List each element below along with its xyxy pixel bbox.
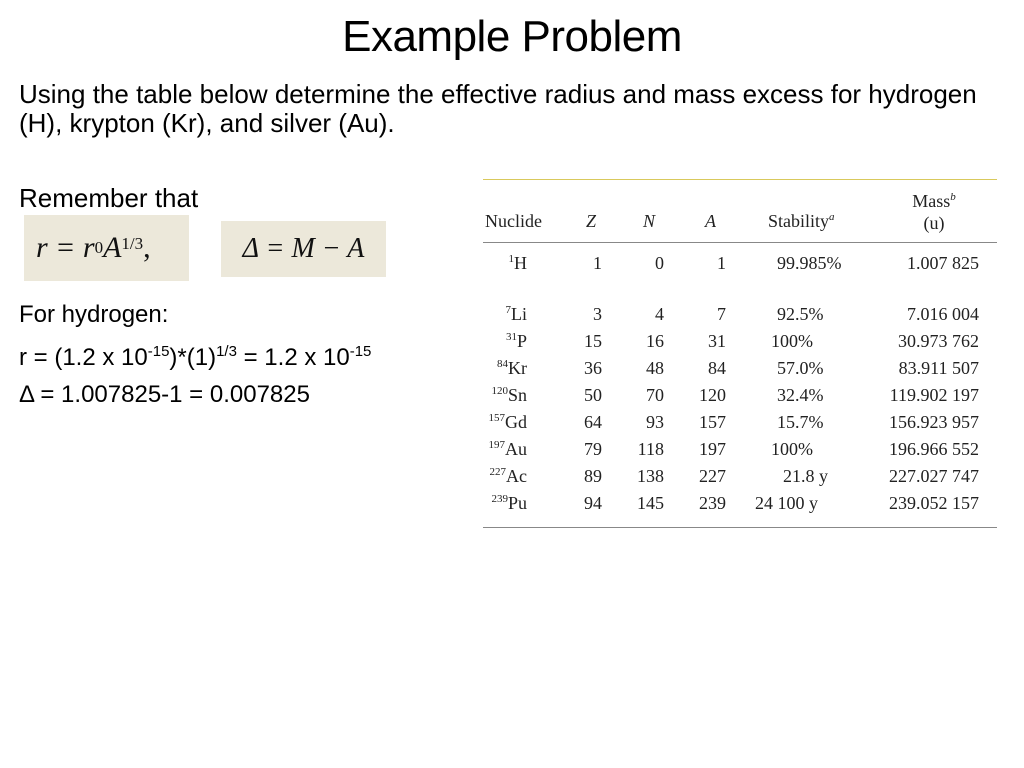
radius-formula-tail: , bbox=[143, 231, 151, 264]
cell-stability: 57.0% bbox=[777, 358, 824, 378]
table-row bbox=[483, 412, 997, 439]
cell-n: 0 bbox=[655, 253, 664, 273]
header-n: N bbox=[643, 211, 656, 231]
radius-line-exp-3: -15 bbox=[349, 343, 372, 360]
cell-nuclide bbox=[483, 304, 527, 325]
cell-a: 239 bbox=[699, 493, 726, 513]
radius-line-exp-2: 1/3 bbox=[216, 343, 237, 360]
cell-z: 79 bbox=[584, 439, 602, 459]
header-mass bbox=[889, 186, 979, 234]
cell-symbol: Au bbox=[505, 439, 527, 459]
cell-a: 157 bbox=[699, 412, 726, 432]
cell-mass: 196.966 552 bbox=[889, 439, 979, 459]
radius-line-exp-1: -15 bbox=[147, 343, 170, 360]
cell-nuclide bbox=[483, 358, 527, 379]
cell-nuclide bbox=[483, 253, 527, 274]
cell-z: 1 bbox=[593, 253, 602, 273]
cell-n: 93 bbox=[646, 412, 664, 432]
cell-symbol: Ac bbox=[506, 466, 527, 486]
cell-symbol: H bbox=[514, 253, 527, 273]
hydrogen-delta-line: Δ = 1.007825-1 = 0.007825 bbox=[19, 381, 310, 408]
radius-line-part-c: = 1.2 x 10 bbox=[236, 344, 350, 371]
header-stability-label: Stability bbox=[768, 211, 830, 231]
cell-nuclide bbox=[483, 439, 527, 460]
cell-z: 94 bbox=[584, 493, 602, 513]
cell-stability: 15.7% bbox=[777, 412, 824, 432]
cell-z: 50 bbox=[584, 385, 602, 405]
cell-mass: 1.007 825 bbox=[907, 253, 979, 273]
cell-mass-number: 7 bbox=[505, 304, 511, 316]
header-mass-label: Mass bbox=[912, 191, 951, 211]
nuclide-table bbox=[483, 179, 997, 528]
cell-a: 31 bbox=[708, 331, 726, 351]
header-mass-unit: (u) bbox=[923, 213, 945, 233]
cell-mass: 239.052 157 bbox=[889, 493, 979, 513]
table-header bbox=[483, 180, 997, 243]
table-row bbox=[483, 253, 997, 280]
cell-z: 64 bbox=[584, 412, 602, 432]
cell-mass-number: 1 bbox=[508, 253, 514, 265]
cell-n: 48 bbox=[646, 358, 664, 378]
cell-mass-number: 31 bbox=[505, 331, 517, 343]
table-body bbox=[483, 243, 997, 528]
cell-z: 89 bbox=[584, 466, 602, 486]
cell-stability: 100% bbox=[771, 331, 813, 351]
table-row bbox=[483, 439, 997, 466]
cell-symbol: Li bbox=[511, 304, 527, 324]
cell-stability: 21.8 y bbox=[783, 466, 828, 486]
cell-stability: 99.985% bbox=[777, 253, 842, 273]
remember-label: Remember that bbox=[19, 183, 199, 213]
cell-z: 36 bbox=[584, 358, 602, 378]
radius-formula bbox=[24, 215, 189, 281]
cell-mass: 227.027 747 bbox=[889, 466, 979, 486]
cell-mass-number: 84 bbox=[497, 358, 508, 370]
hydrogen-solution bbox=[19, 296, 371, 413]
radius-formula-lhs: r = r bbox=[36, 231, 95, 264]
table-row bbox=[483, 466, 997, 493]
cell-mass: 30.973 762 bbox=[898, 331, 979, 351]
cell-a: 120 bbox=[699, 385, 726, 405]
cell-stability: 24 100 y bbox=[755, 493, 818, 513]
cell-a: 1 bbox=[717, 253, 726, 273]
cell-n: 4 bbox=[655, 304, 664, 324]
cell-mass-number: 239 bbox=[491, 493, 508, 505]
hydrogen-heading: For hydrogen: bbox=[19, 301, 169, 328]
cell-n: 118 bbox=[637, 439, 664, 459]
cell-n: 145 bbox=[637, 493, 664, 513]
cell-stability: 92.5% bbox=[777, 304, 824, 324]
cell-nuclide bbox=[483, 385, 527, 406]
radius-formula-mid: A bbox=[103, 231, 122, 264]
radius-line-part-a: r = (1.2 x 10 bbox=[19, 344, 148, 371]
cell-z: 15 bbox=[584, 331, 602, 351]
cell-a: 227 bbox=[699, 466, 726, 486]
cell-nuclide bbox=[483, 331, 527, 352]
cell-z: 3 bbox=[593, 304, 602, 324]
cell-symbol: Sn bbox=[507, 385, 527, 405]
table-row bbox=[483, 358, 997, 385]
cell-mass: 7.016 004 bbox=[907, 304, 979, 324]
cell-nuclide bbox=[483, 466, 527, 487]
table-row bbox=[483, 493, 997, 520]
cell-mass-number: 227 bbox=[489, 466, 506, 478]
slide-title: Example Problem bbox=[342, 12, 682, 61]
cell-mass: 156.923 957 bbox=[889, 412, 979, 432]
cell-a: 84 bbox=[708, 358, 726, 378]
cell-stability: 32.4% bbox=[777, 385, 824, 405]
header-nuclide: Nuclide bbox=[485, 211, 542, 231]
cell-mass: 83.911 507 bbox=[898, 358, 979, 378]
cell-stability: 100% bbox=[771, 439, 813, 459]
header-stability-note: a bbox=[829, 211, 835, 223]
radius-formula-sub: 0 bbox=[94, 238, 104, 257]
cell-nuclide bbox=[483, 412, 527, 433]
cell-nuclide bbox=[483, 493, 527, 514]
radius-line-part-b: )*(1) bbox=[169, 344, 217, 371]
cell-symbol: Pu bbox=[507, 493, 527, 513]
cell-n: 70 bbox=[646, 385, 664, 405]
table-row bbox=[483, 385, 997, 412]
cell-mass-number: 197 bbox=[488, 439, 505, 451]
radius-formula-exp: 1/3 bbox=[121, 234, 144, 253]
cell-n: 138 bbox=[637, 466, 664, 486]
mass-excess-formula: Δ = M − A bbox=[221, 221, 386, 277]
cell-a: 7 bbox=[717, 304, 726, 324]
table-row bbox=[483, 304, 997, 331]
cell-a: 197 bbox=[699, 439, 726, 459]
cell-symbol: Gd bbox=[505, 412, 527, 432]
cell-symbol: P bbox=[516, 331, 527, 351]
header-a: A bbox=[705, 211, 716, 231]
cell-n: 16 bbox=[646, 331, 664, 351]
cell-mass-number: 157 bbox=[488, 412, 505, 424]
header-stability bbox=[768, 211, 835, 232]
problem-statement: Using the table below determine the effective radius and mass excess for hydrogen (H), krypton (Kr), and silver (Au). bbox=[19, 79, 977, 138]
header-mass-note: b bbox=[950, 191, 956, 203]
cell-mass-number: 120 bbox=[491, 385, 508, 397]
table-row bbox=[483, 331, 997, 358]
cell-mass: 119.902 197 bbox=[889, 385, 979, 405]
header-z: Z bbox=[586, 211, 597, 231]
hydrogen-radius-line bbox=[19, 333, 371, 376]
cell-symbol: Kr bbox=[508, 358, 527, 378]
